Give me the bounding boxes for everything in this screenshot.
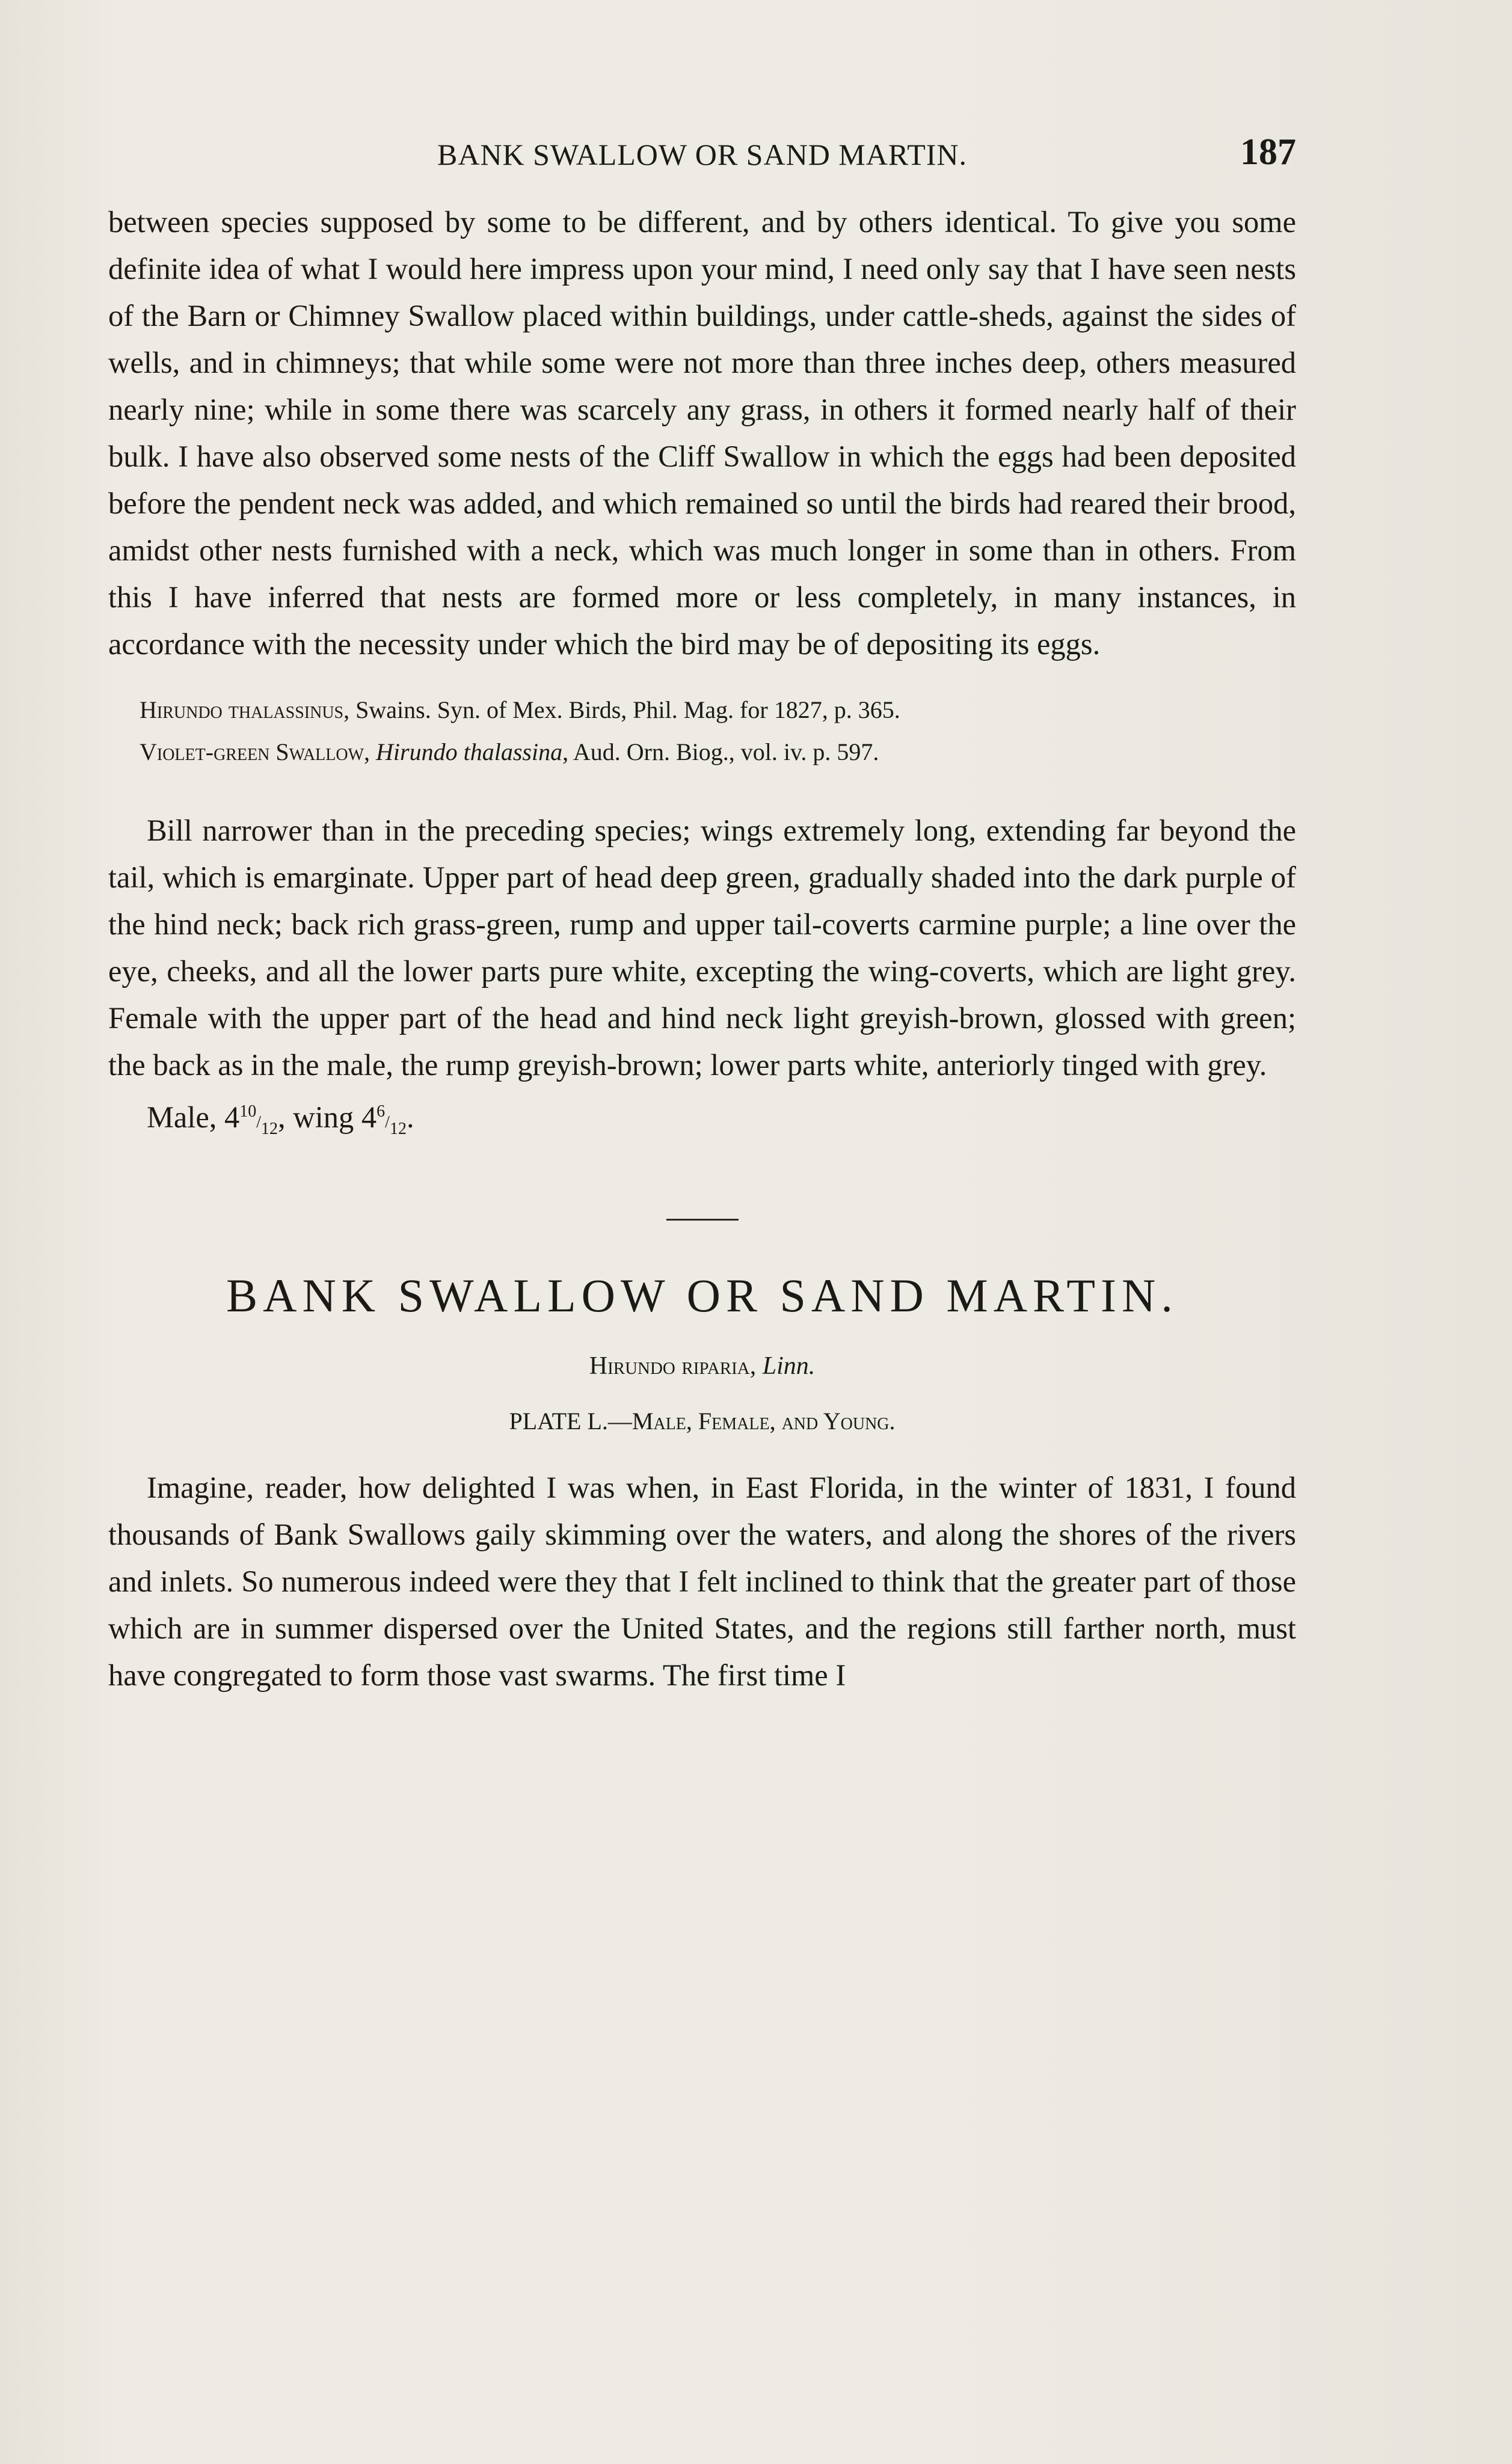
paragraph-florida: Imagine, reader, how delighted I was when, in East Florida, in the winter of 1831, I found thousands of Bank Swallows gaily skimming over the waters, and along the shores of the rivers and inlets. So numerous indeed were they that I felt inclined to think that the greater part of those which are in summer dispersed over the United States, and the regions still farther north, must have congregated to form those vast swarms. The first time I [108, 1470, 1296, 1692]
species-latin: Hirundo riparia [589, 1352, 750, 1380]
species-scientific-name [108, 1352, 1296, 1381]
plate-label: PLATE L.— [509, 1407, 632, 1435]
paragraph-nests: between species supposed by some to be different, and by others identical. To give you some definite idea of what I would here impress upon your mind, I need only say that I have seen nests of the Barn or Chimney Swallow placed within buildings, under cattle-sheds, against the sides of wells, and in chimneys; that while some were not more than three inches deep, others measured nearly nine; while in some there was scarcely any grass, in others it formed nearly half of their bulk. I have also observed some nests of the Cliff Swallow in which the eggs had been deposited before the pendent neck was added, and which remained so until the birds had reared their brood, amidst other nests furnished with a neck, which was much longer in some than in others. From this I have inferred that nests are formed more or less completely, in many instances, in accordance with the necessity under which the bird may be of depositing its eggs. [108, 205, 1296, 661]
citation-separator: , [364, 738, 376, 765]
measurement-male-label: Male, 4 [147, 1100, 240, 1134]
species-separator: , [749, 1352, 763, 1380]
citation-latin-name: Hirundo thalassina [376, 738, 563, 765]
running-head: BANK SWALLOW OR SAND MARTIN. [437, 138, 968, 171]
length-fraction-den: 12 [261, 1119, 278, 1138]
section-title: BANK SWALLOW OR SAND MARTIN. [226, 1269, 1178, 1322]
measurement-end: . [406, 1100, 414, 1134]
body-text [108, 198, 1296, 1699]
citation-swainson [108, 689, 1296, 731]
citation-reference-2: , Aud. Orn. Biog., vol. iv. p. 597. [562, 738, 879, 765]
plate-description: Male, Female, and Young. [632, 1407, 896, 1435]
measurement-wing-label: , wing 4 [278, 1100, 377, 1134]
length-fraction-num: 10 [239, 1102, 257, 1121]
page-header [108, 131, 1296, 185]
plate-caption [108, 1407, 1296, 1435]
paragraph-description: Bill narrower than in the preceding species; wings extremely long, extending far beyond the tail, which is emarginate. Upper part of head deep green, gradually shaded into the dark purple of the hind neck; back rich grass-green, rump and upper tail-coverts carmine purple; a line over the eye, cheeks, and all the lower parts pure white, excepting the wing-coverts, which are light grey. Female with the upper part of the head and hind neck light greyish-brown, glossed with green; the back as in the male, the rump greyish-brown; lower parts white, anteriorly tinged with grey. [108, 814, 1296, 1082]
citation-reference: , Swains. Syn. of Mex. Birds, Phil. Mag. for 1827, p. 365. [343, 696, 900, 723]
wing-fraction-den: 12 [389, 1119, 407, 1138]
citation-species-name: Hirundo thalassinus [140, 696, 344, 723]
page-number: 187 [1240, 132, 1296, 173]
citation-common-name: Violet-green Swallow [140, 738, 364, 765]
citation-audubon [108, 731, 1296, 773]
measurements: Male, $4^{10}/_{12}$, wing $4^6/_{12}$. [147, 1100, 414, 1138]
species-author: Linn. [762, 1352, 816, 1380]
wing-fraction-num: 6 [376, 1102, 386, 1121]
